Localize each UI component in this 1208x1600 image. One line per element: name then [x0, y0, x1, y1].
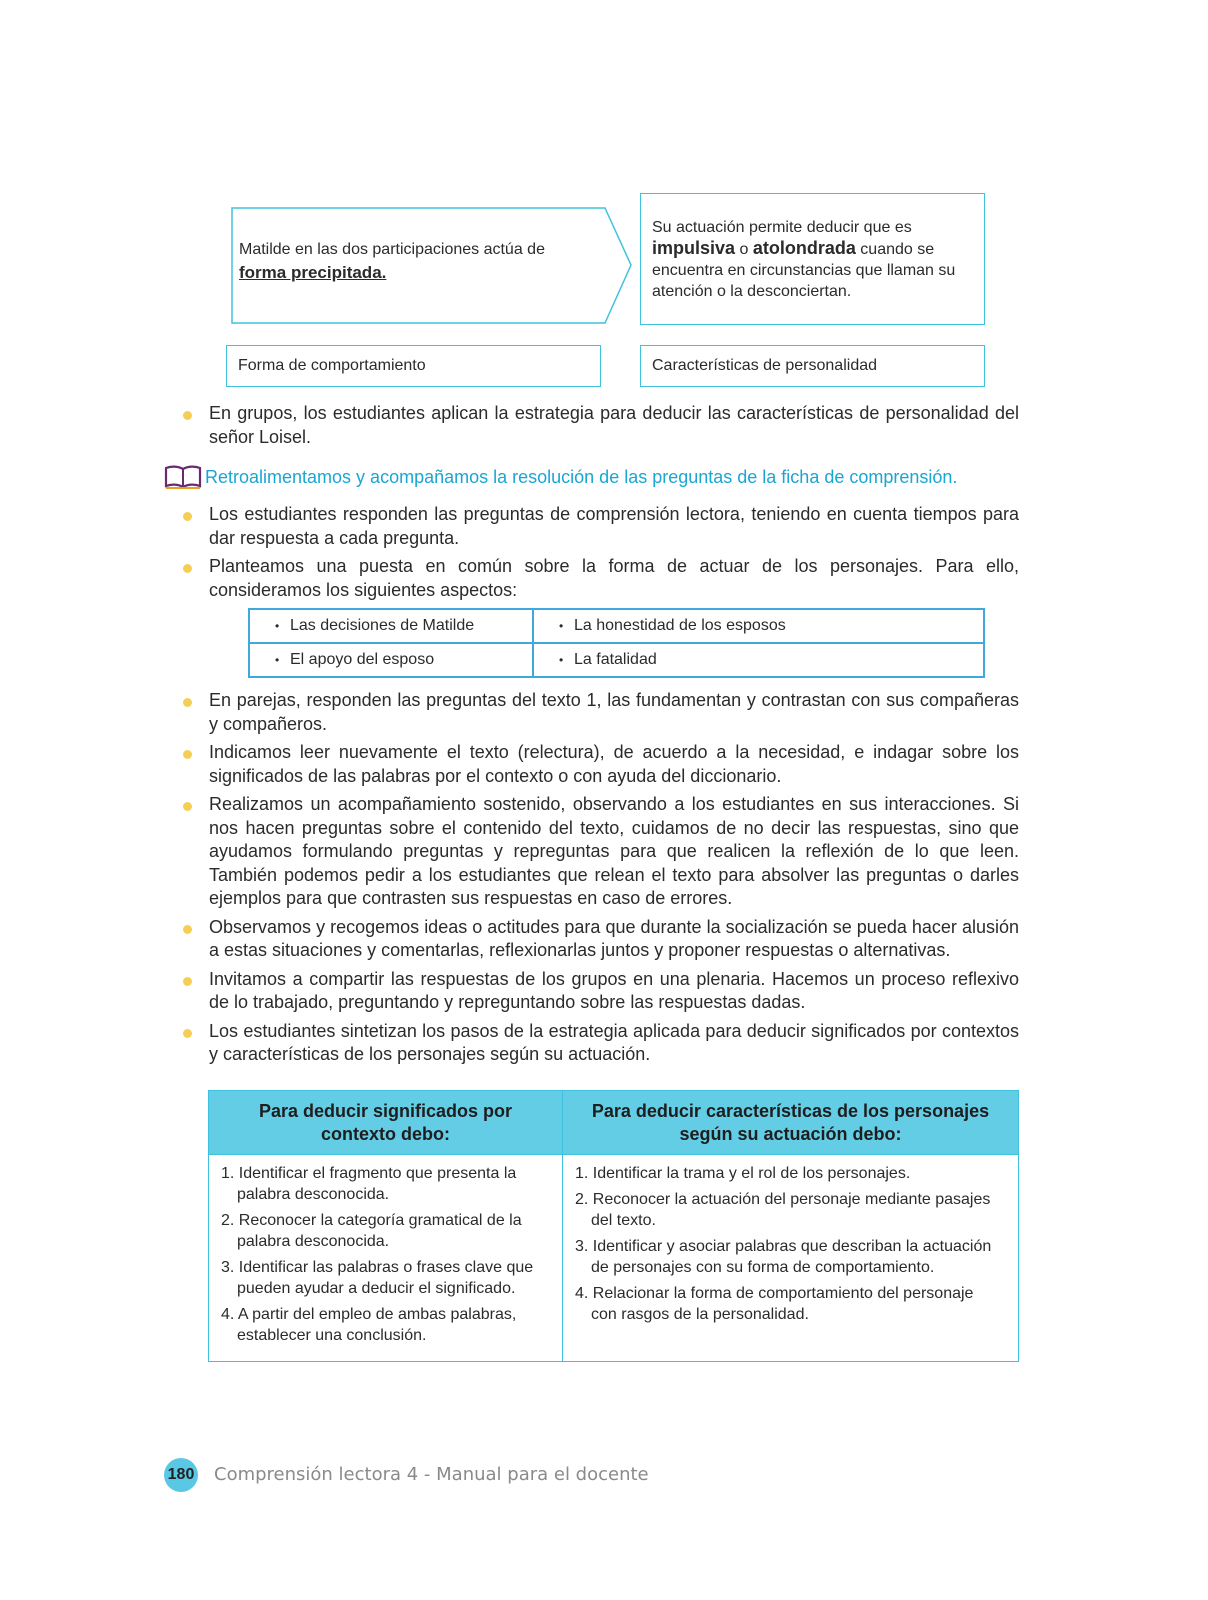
conclusion-part-3: cuando se encuentra en circunstancias que llaman su atención o la desconciertan. — [652, 241, 956, 300]
conclusion-part-1: Su actuación permite deducir que es — [652, 219, 912, 236]
list-item: Invitamos a compartir las respuestas de los grupos en una plenaria. Hacemos un proceso reflexivo de lo trabajado, preguntando y repreguntando sobre las respuestas dadas. — [181, 968, 1019, 1015]
header-character-traits: Para deducir características de los personajes según su actuación debo: — [563, 1091, 1019, 1155]
personality-label: Características de personalidad — [640, 345, 985, 387]
bullet-dot: • — [275, 619, 280, 633]
conclusion-bold-1: impulsiva — [652, 238, 736, 258]
strategy-steps-table — [208, 1090, 1019, 1362]
list-item: Los estudiantes responden las preguntas de comprensión lectora, teniendo en cuenta tiempos para dar respuesta a cada pregunta. — [181, 503, 1019, 550]
list-item: 2. Reconocer la categoría gramatical de la palabra desconocida. — [221, 1212, 522, 1250]
list-item: Indicamos leer nuevamente el texto (relectura), de acuerdo a la necesidad, e indagar sobre los significados de las palabras por el contexto o con ayuda del diccionario. — [181, 741, 1019, 788]
list-item: 4. A partir del empleo de ambas palabras, establecer una conclusión. — [221, 1306, 517, 1344]
list-item: 4. Relacionar la forma de comportamiento del personaje con rasgos de la personalidad. — [575, 1285, 974, 1323]
context-steps-list — [221, 1163, 544, 1346]
behavior-arrow-box — [231, 207, 633, 324]
table-row — [249, 609, 984, 643]
table-row — [249, 643, 984, 677]
list-item: Planteamos una puesta en común sobre la forma de actuar de los personajes. Para ello, consideramos los siguientes aspectos: — [181, 555, 1019, 602]
list-item: Los estudiantes sintetizan los pasos de la estrategia aplicada para deducir significados por contextos y características de los personajes según su actuación. — [181, 1020, 1019, 1067]
list-item: 3. Identificar y asociar palabras que describan la actuación de personajes con su forma de comportamiento. — [575, 1238, 992, 1276]
aspects-table — [248, 608, 985, 678]
list-item: Observamos y recogemos ideas o actitudes para que durante la socialización se pueda hacer alusión a estas situaciones y comentarlas, reflexionarlas juntos y proponer respuestas o alternativas. — [181, 916, 1019, 963]
bullet-dot: • — [559, 619, 564, 633]
bullet-dot: • — [275, 653, 280, 667]
list-item: En parejas, responden las preguntas del texto 1, las fundamentan y contrastan con sus compañeras y compañeros. — [181, 689, 1019, 736]
list-item: Realizamos un acompañamiento sostenido, observando a los estudiantes en sus interacciones. Si nos hacen preguntas sobre el contenido del texto, cuidamos de no decir las respuestas, sino que ayudamos formulando preguntas y repreguntas para que realicen la reflexión de lo que leen. También podemos pedir a los estudiantes que relean el texto para absolver las preguntas o darles ejemplos para que contrasten sus respuestas en caso de errores. — [181, 793, 1019, 911]
personality-conclusion-box — [640, 193, 985, 325]
aspect-cell: • La honestidad de los esposos — [533, 609, 984, 643]
behavior-text-before: Matilde en las dos participaciones actúa de — [239, 241, 545, 258]
context-steps-cell — [209, 1155, 563, 1362]
table-row — [209, 1155, 1019, 1362]
feedback-heading: Retroalimentamos y acompañamos la resolución de las preguntas de la ficha de comprensión. — [205, 466, 958, 487]
open-book-icon — [164, 465, 202, 489]
list-item: 1. Identificar el fragmento que presenta la palabra desconocida. — [221, 1165, 517, 1203]
footer-title: Comprensión lectora 4 - Manual para el docente — [214, 1464, 649, 1485]
aspect-cell: • Las decisiones de Matilde — [249, 609, 533, 643]
character-steps-list — [575, 1163, 1000, 1325]
page-number: 180 — [164, 1458, 198, 1492]
conclusion-bold-2: atolondrada — [752, 238, 856, 258]
bullet-list-activities — [181, 689, 1019, 1072]
bullet-list-responses — [181, 503, 1019, 607]
table-header-row — [209, 1091, 1019, 1155]
bullet-dot: • — [559, 653, 564, 667]
behavior-label: Forma de comportamiento — [226, 345, 601, 387]
aspect-cell: • La fatalidad — [533, 643, 984, 677]
bullet-list-groups — [181, 402, 1019, 454]
behavior-text — [239, 238, 599, 285]
aspect-cell: • El apoyo del esposo — [249, 643, 533, 677]
list-item: En grupos, los estudiantes aplican la estrategia para deducir las características de personalidad del señor Loisel. — [181, 402, 1019, 449]
header-context-meaning: Para deducir significados por contexto debo: — [209, 1091, 563, 1155]
feedback-heading-row — [164, 465, 957, 489]
list-item: 1. Identificar la trama y el rol de los personajes. — [575, 1165, 911, 1182]
list-item: 3. Identificar las palabras o frases clave que pueden ayudar a deducir el significado. — [221, 1259, 534, 1297]
behavior-text-emphasis: forma precipitada. — [239, 263, 387, 282]
character-steps-cell — [563, 1155, 1019, 1362]
conclusion-part-2: o — [735, 241, 753, 258]
list-item: 2. Reconocer la actuación del personaje mediante pasajes del texto. — [575, 1191, 991, 1229]
